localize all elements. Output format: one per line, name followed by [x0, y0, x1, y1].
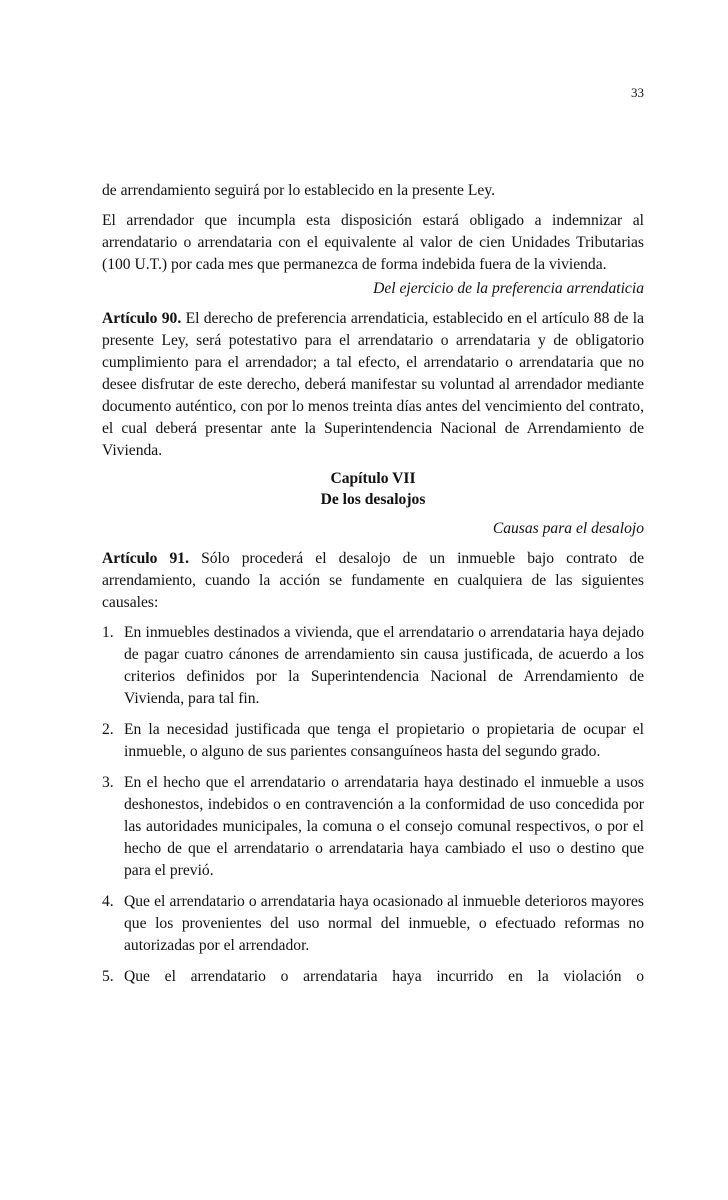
causes-list [102, 622, 644, 988]
list-item [102, 622, 644, 710]
article-90-text: El derecho de preferencia arrendaticia, establecido en el artículo 88 de la presente Ley, será potestativo para el arrendatario o arrendataria y de obligatorio cumplimiento para el arrendador; a tal efecto, el arrendatario o arrendataria que no desee disfrutar de este derecho, deberá manifestar su voluntad al arrendador mediante documento auténtico, con por lo menos treinta días antes del vencimiento del contrato, el cual deberá presentar ante la Superintendencia Nacional de Arrendamiento de Vivienda. [102, 310, 644, 459]
page-number: 33 [631, 85, 644, 100]
list-item-text: En la necesidad justificada que tenga el propietario o propietaria de ocupar el inmueble, o alguno de sus parientes consanguíneos hasta del segundo grado. [124, 721, 644, 760]
list-item-number: 3. [102, 774, 114, 791]
chapter-title: De los desalojos [320, 491, 426, 508]
chapter-heading [102, 468, 644, 510]
document-body [102, 180, 644, 988]
list-item-number: 2. [102, 721, 114, 738]
chapter-number: Capítulo VII [330, 470, 416, 487]
list-item-number: 4. [102, 893, 114, 910]
list-item [102, 719, 644, 763]
list-item-text: En inmuebles destinados a vivienda, que el arrendatario o arrendataria haya dejado de pagar cuatro cánones de arrendamiento sin causa justificada, de acuerdo a los criterios definidos por la Superintendencia Nacional de Arrendamiento de Vivienda, para tal fin. [124, 624, 644, 707]
section-heading-preferencia: Del ejercicio de la preferencia arrendaticia [373, 280, 644, 297]
list-item-number: 5. [102, 968, 114, 985]
intro-line: de arrendamiento seguirá por lo establecido en la presente Ley. [102, 182, 495, 199]
list-item [102, 772, 644, 882]
article-90-label: Artículo 90. [102, 310, 182, 327]
list-item [102, 891, 644, 957]
list-item-text: Que el arrendatario o arrendataria haya ocasionado al inmueble deterioros mayores que los provenientes del uso normal del inmueble, o efectuado reformas no autorizadas por el arrendador. [124, 893, 644, 954]
article-91 [102, 548, 644, 614]
list-item [102, 966, 644, 988]
list-item-number: 1. [102, 624, 114, 641]
paragraph-indemnizar: El arrendador que incumpla esta disposición estará obligado a indemnizar al arrendatario o arrendataria con el equivalente al valor de cien Unidades Tributarias (100 U.T.) por cada mes que permanezca de forma indebida fuera de la vivienda. [102, 212, 644, 273]
section-heading-causas: Causas para el desalojo [492, 520, 644, 537]
list-item-text: Que el arrendatario o arrendataria haya incurrido en la violación o [124, 968, 644, 985]
article-91-text: Sólo procederá el desalojo de un inmueble bajo contrato de arrendamiento, cuando la acción se fundamente en cualquiera de las siguientes causales: [102, 550, 644, 611]
article-90 [102, 308, 644, 462]
list-item-text: En el hecho que el arrendatario o arrendataria haya destinado el inmueble a usos deshonestos, indebidos o en contravención a la conformidad de uso concedida por las autoridades municipales, la comuna o el consejo comunal respectivos, o por el hecho de que el arrendatario o arrendataria haya cambiado el uso o destino que para el previó. [124, 774, 644, 879]
article-91-label: Artículo 91. [102, 550, 189, 567]
